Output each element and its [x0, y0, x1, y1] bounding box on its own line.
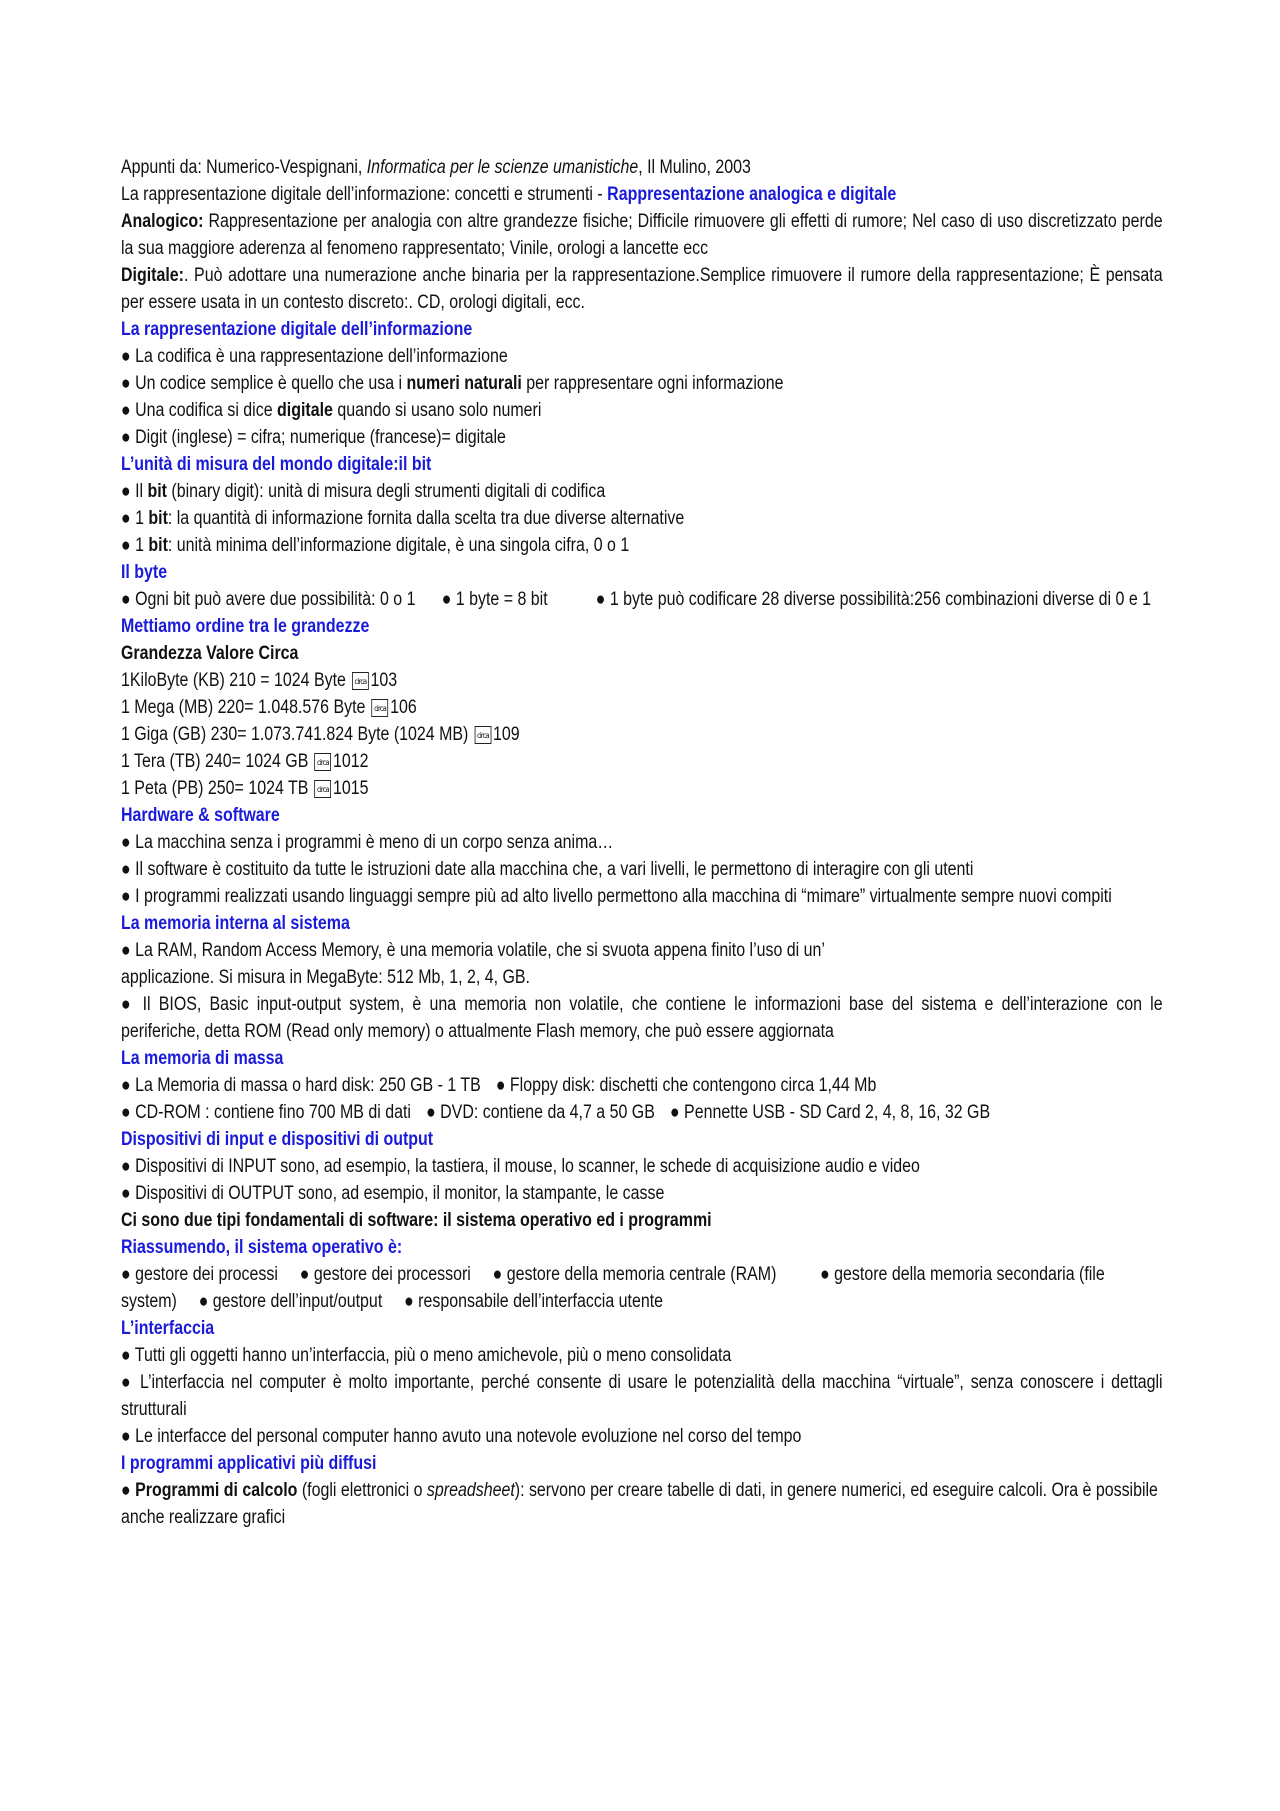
- list-item: ● I programmi realizzati usando linguaggi sempre più ad alto livello permettono alla macchina di “mimare” virtualmente sempre nuovi compiti: [121, 886, 1112, 907]
- list-item: ● Un codice semplice è quello che usa i numeri naturali per rappresentare ogni informazione: [121, 373, 784, 394]
- list-item: ● Tutti gli oggetti hanno un’interfaccia, più o meno amichevole, più o meno consolidata: [121, 1345, 732, 1366]
- section-heading: La memoria di massa: [121, 1048, 284, 1069]
- list-item: ● Una codifica si dice digitale quando si usano solo numeri: [121, 400, 542, 421]
- table-row: 1 Tera (TB) 240= 1024 GB circa 1012: [121, 751, 369, 772]
- list-item: ● 1 bit: unità minima dell’informazione digitale, è una singola cifra, 0 o 1: [121, 535, 630, 556]
- list-item: ● Dispositivi di OUTPUT sono, ad esempio, il monitor, la stampante, le casse: [121, 1183, 665, 1204]
- list-item: ● CD-ROM : contiene fino 700 MB di dati ● DVD: contiene da 4,7 a 50 GB ● Pennette USB - SD Card 2, 4, 8, 16, 32 GB: [121, 1102, 991, 1123]
- bold-statement: Ci sono due tipi fondamentali di software: il sistema operativo ed i programmi: [121, 1210, 712, 1231]
- list-item: ● La codifica è una rappresentazione dell’informazione: [121, 346, 508, 367]
- list-item: ● La Memoria di massa o hard disk: 250 GB - 1 TB ● Floppy disk: dischetti che contengono circa 1,44 Mb: [121, 1075, 877, 1096]
- analog-paragraph: Analogico: Rappresentazione per analogia con altre grandezze fisiche; Difficile rimuovere gli effetti di rumore; Nel caso di uso discretizzato perde la sua maggiore aderenza al fenomeno rappresentato; Vinile, orologi a lancette ecc: [121, 211, 1163, 259]
- approx-icon: circa: [314, 753, 331, 771]
- section-heading: Rappresentazione analogica e digitale: [607, 184, 897, 205]
- intro-line: La rappresentazione digitale dell’informazione: concetti e strumenti - Rappresentazione analogica e digitale: [121, 184, 897, 205]
- list-item: ● La macchina senza i programmi è meno di un corpo senza anima…: [121, 832, 614, 853]
- section-heading: Dispositivi di input e dispositivi di output: [121, 1129, 434, 1150]
- section-heading: L’interfaccia: [121, 1318, 215, 1339]
- list-item: ● Ogni bit può avere due possibilità: 0 o 1 ● 1 byte = 8 bit ● 1 byte può codificare 28 diverse possibilità:256 combinazioni diverse di 0 e 1: [121, 589, 1152, 610]
- list-item: ● Digit (inglese) = cifra; numerique (francese)= digitale: [121, 427, 506, 448]
- approx-icon: circa: [372, 699, 389, 717]
- list-item: ● Programmi di calcolo (fogli elettronici o spreadsheet): servono per creare tabelle di dati, in genere numerici, ed eseguire calcoli. Ora è possibile anche realizzare grafici: [121, 1480, 1158, 1528]
- list-item: ● Il software è costituito da tutte le istruzioni date alla macchina che, a vari livelli, le permettono di interagire con gli utenti: [121, 859, 974, 880]
- section-heading: I programmi applicativi più diffusi: [121, 1453, 377, 1474]
- list-item: ● Il bit (binary digit): unità di misura degli strumenti digitali di codifica: [121, 481, 606, 502]
- list-item: ● Dispositivi di INPUT sono, ad esempio, la tastiera, il mouse, lo scanner, le schede di acquisizione audio e video: [121, 1156, 920, 1177]
- section-heading: Il byte: [121, 562, 168, 583]
- source-line: Appunti da: Numerico-Vespignani, Informatica per le scienze umanistiche, Il Mulino, 2003: [121, 157, 751, 178]
- list-item: ● L’interfaccia nel computer è molto importante, perché consente di usare le potenzialità della macchina “virtuale”, senza conoscere i dettagli strutturali: [121, 1372, 1163, 1420]
- section-heading: La rappresentazione digitale dell’informazione: [121, 319, 473, 340]
- section-heading: Mettiamo ordine tra le grandezze: [121, 616, 370, 637]
- approx-icon: circa: [352, 672, 369, 690]
- table-row: 1 Mega (MB) 220= 1.048.576 Byte circa 106: [121, 697, 417, 718]
- table-header: Grandezza Valore Circa: [121, 643, 299, 664]
- list-item: ● Le interfacce del personal computer hanno avuto una notevole evoluzione nel corso del tempo: [121, 1426, 802, 1447]
- approx-icon: circa: [314, 780, 331, 798]
- section-heading: Hardware & software: [121, 805, 280, 826]
- approx-icon: circa: [474, 726, 491, 744]
- table-row: 1KiloByte (KB) 210 = 1024 Byte circa 103: [121, 670, 398, 691]
- table-row: 1 Peta (PB) 250= 1024 TB circa 1015: [121, 778, 369, 799]
- section-heading: La memoria interna al sistema: [121, 913, 350, 934]
- list-item: ● La RAM, Random Access Memory, è una memoria volatile, che si svuota appena finito l’uso di un’: [121, 940, 825, 961]
- list-item-continuation: applicazione. Si misura in MegaByte: 512 Mb, 1, 2, 4, GB.: [121, 967, 530, 988]
- list-item: ● 1 bit: la quantità di informazione fornita dalla scelta tra due diverse alternative: [121, 508, 685, 529]
- book-title: Informatica per le scienze umanistiche: [366, 157, 639, 178]
- digital-paragraph: Digitale:. Può adottare una numerazione anche binaria per la rappresentazione.Semplice rimuovere il rumore della rappresentazione; È pensata per essere usata in un contesto discreto:. CD, orologi digitali, ecc.: [121, 265, 1163, 313]
- document-page: [121, 154, 1163, 1531]
- list-item: ● Il BIOS, Basic input-output system, è una memoria non volatile, che contiene le informazioni base del sistema e dell’interazione con le periferiche, detta ROM (Read only memory) o attualmente Flash memory, che può essere aggiornata: [121, 994, 1163, 1042]
- list-item: ● gestore dei processi ● gestore dei processori ● gestore della memoria centrale (RAM) ● gestore della memoria secondaria (file system) ● gestore dell’input/output ● responsabile dell’interfaccia utente: [121, 1264, 1105, 1312]
- section-heading: L’unità di misura del mondo digitale:il bit: [121, 454, 432, 475]
- table-row: 1 Giga (GB) 230= 1.073.741.824 Byte (1024 MB) circa 109: [121, 724, 520, 745]
- section-heading: Riassumendo, il sistema operativo è:: [121, 1237, 403, 1258]
